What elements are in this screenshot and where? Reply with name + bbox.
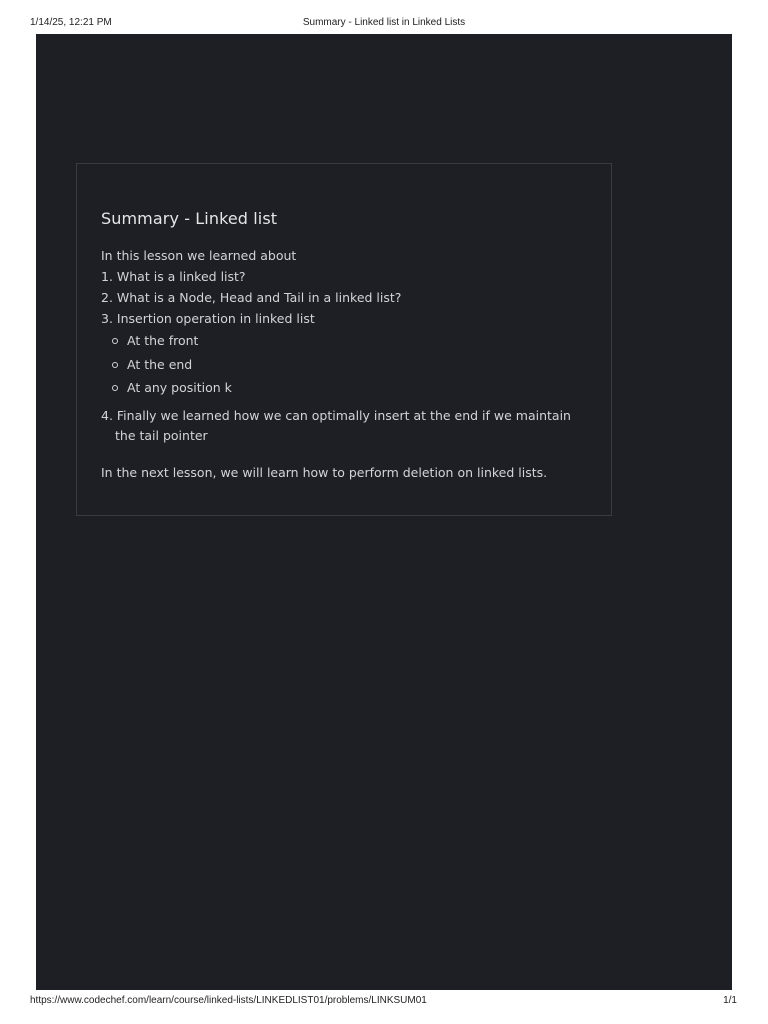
page-content	[36, 34, 732, 990]
sub-list-item	[101, 329, 591, 353]
list-item: 2. What is a Node, Head and Tail in a linked list?	[101, 290, 402, 305]
print-datetime: 1/14/25, 12:21 PM	[30, 17, 112, 28]
print-footer	[0, 995, 768, 1009]
lesson-card	[76, 163, 612, 516]
print-header	[0, 17, 768, 31]
next-lesson-text: In the next lesson, we will learn how to perform deletion on linked lists.	[101, 464, 548, 480]
print-document-title: Summary - Linked list in Linked Lists	[302, 17, 466, 28]
circle-bullet-icon	[112, 362, 118, 368]
insertion-sub-list	[101, 329, 591, 400]
sub-list-item-label: At any position k	[127, 380, 232, 395]
print-url: https://www.codechef.com/learn/course/linked-lists/LINKEDLIST01/problems/LINKSUM01	[30, 995, 427, 1006]
sub-list-item	[101, 353, 591, 377]
page-indicator: 1/1	[723, 995, 737, 1006]
sub-list-item-label: At the front	[127, 333, 199, 348]
circle-bullet-icon	[112, 385, 118, 391]
lesson-body	[101, 245, 591, 483]
list-item: 3. Insertion operation in linked list	[101, 311, 315, 326]
list-item: 1. What is a linked list?	[101, 269, 246, 284]
sub-list-item-label: At the end	[127, 356, 193, 372]
lesson-intro: In this lesson we learned about	[101, 248, 297, 263]
lesson-heading: Summary - Linked list	[101, 209, 278, 228]
list-item: 4. Finally we learned how we can optimally insert at the end if we maintain the tail pointer	[101, 407, 571, 443]
circle-bullet-icon	[112, 338, 118, 344]
sub-list-item	[101, 376, 591, 400]
